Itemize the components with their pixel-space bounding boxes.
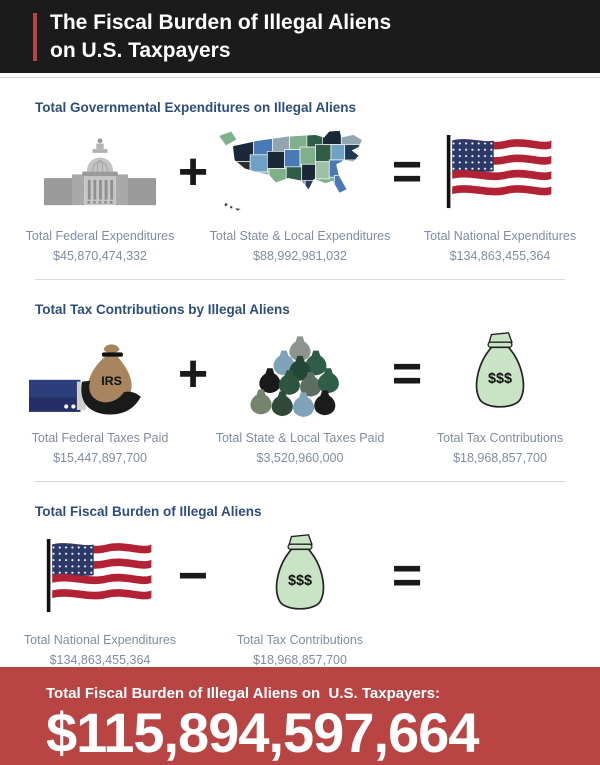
dollar-bag-label: $$$ <box>287 572 313 589</box>
content <box>0 78 600 667</box>
equals-operator: = <box>391 143 423 201</box>
state-local-expenditures-item <box>211 125 389 263</box>
green-moneybag-icon <box>466 327 534 421</box>
footer <box>0 667 600 765</box>
burden-equation-row <box>25 529 575 667</box>
green-moneybag-icon <box>266 529 334 623</box>
moneybag-pile-icon <box>238 327 362 421</box>
item-label: Total National Expenditures <box>423 229 577 243</box>
item-value: $18,968,857,700 <box>453 451 547 465</box>
page-title <box>37 9 391 64</box>
capitol-icon <box>44 125 156 219</box>
item-value: $134,863,455,364 <box>449 249 551 263</box>
item-label: Total State & Local Expenditures <box>209 229 391 243</box>
section-burden <box>25 482 575 667</box>
plus-operator: + <box>177 345 209 403</box>
section-expenditures <box>25 78 575 263</box>
item-label: Total Tax Contributions <box>436 431 564 445</box>
us-map-icon <box>214 125 386 219</box>
us-flag-icon <box>445 125 555 219</box>
irs-bag-label: IRS <box>101 373 122 388</box>
item-value: $3,520,960,000 <box>256 451 344 465</box>
contributions-equation-row <box>25 327 575 465</box>
item-value: $45,870,474,332 <box>53 249 147 263</box>
footer-label: Total Fiscal Burden of Illegal Aliens on U.S. Taxpayers: <box>46 685 440 702</box>
us-flag-icon <box>45 529 155 623</box>
item-value: $88,992,981,032 <box>253 249 347 263</box>
item-value: $18,968,857,700 <box>253 653 347 667</box>
minus-operator: − <box>177 547 209 605</box>
item-value: $134,863,455,364 <box>49 653 151 667</box>
section-contributions <box>25 280 575 465</box>
item-label: Total Federal Expenditures <box>25 229 175 243</box>
section-contributions-heading: Total Tax Contributions by Illegal Aliens <box>35 302 290 317</box>
item-value: $15,447,897,700 <box>53 451 147 465</box>
federal-taxes-item <box>25 327 175 465</box>
state-local-taxes-item <box>211 327 389 465</box>
tax-contributions-item <box>211 529 389 667</box>
tax-contributions-item <box>425 327 575 465</box>
equals-operator: = <box>391 547 423 605</box>
equals-operator: = <box>391 345 423 403</box>
header <box>0 0 600 73</box>
section-expenditures-heading: Total Governmental Expenditures on Illegal Aliens <box>35 100 357 115</box>
item-label: Total National Expenditures <box>23 633 177 647</box>
expenditures-equation-row <box>25 125 575 263</box>
national-expenditures-item <box>25 529 175 667</box>
item-label: Total Federal Taxes Paid <box>31 431 169 445</box>
page-title-line2: on U.S. Taxpayers <box>50 38 231 62</box>
item-label: Total Tax Contributions <box>236 633 364 647</box>
page-title-line1: The Fiscal Burden of Illegal Aliens <box>50 11 392 35</box>
section-burden-heading: Total Fiscal Burden of Illegal Aliens <box>35 504 262 519</box>
item-label: Total State & Local Taxes Paid <box>215 431 385 445</box>
federal-expenditures-item <box>25 125 175 263</box>
hand-irs-moneybag-icon <box>29 327 171 421</box>
national-expenditures-item <box>425 125 575 263</box>
plus-operator: + <box>177 143 209 201</box>
dollar-bag-label: $$$ <box>487 370 513 387</box>
footer-total-value: $115,894,597,664 <box>46 701 479 764</box>
